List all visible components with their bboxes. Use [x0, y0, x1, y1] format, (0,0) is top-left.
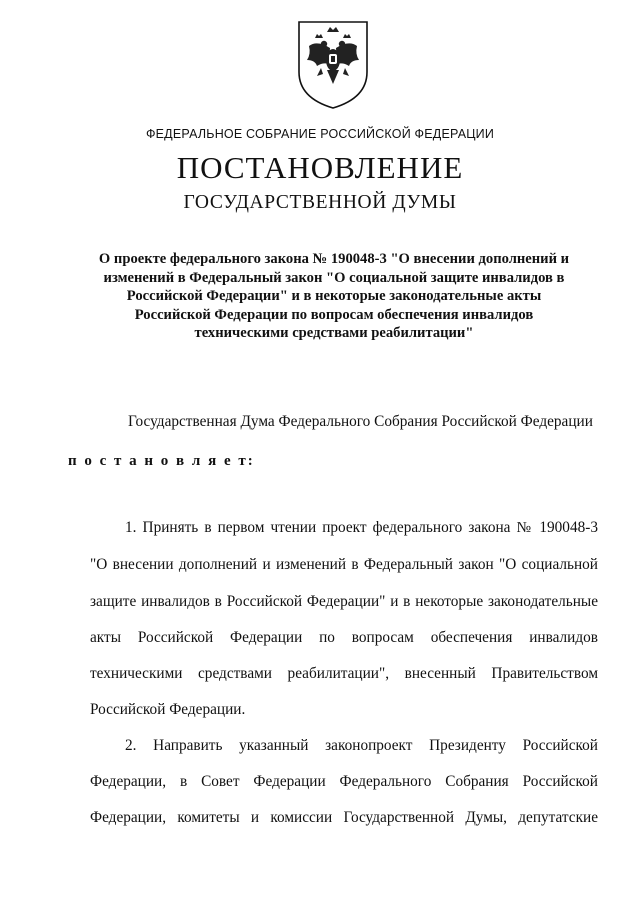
item1-line: акты Российской Федерации по вопросам обеспечения инвалидов: [90, 629, 598, 646]
item1-line: 1. Принять в первом чтении проект федерального закона № 190048-3: [125, 519, 598, 536]
decides-text: п о с т а н о в л я е т:: [68, 453, 255, 469]
preamble-text: Государственная Дума Федерального Собрания Российской Федерации: [128, 413, 593, 430]
item2-line: Федерации, в Совет Федерации Федерального Собрания Российской: [90, 773, 598, 790]
document-title: ПОСТАНОВЛЕНИЕ: [176, 150, 464, 185]
item2-line: 2. Направить указанный законопроект Президенту Российской: [125, 737, 598, 754]
heading-line: Российской Федерации по вопросам обеспечения инвалидов: [134, 306, 534, 323]
coat-of-arms-emblem: [297, 20, 369, 110]
federal-assembly-header: ФЕДЕРАЛЬНОЕ СОБРАНИЕ РОССИЙСКОЙ ФЕДЕРАЦИИ: [145, 127, 495, 141]
resolution-heading: [84, 250, 584, 343]
document-subtitle: ГОСУДАРСТВЕННОЙ ДУМЫ: [183, 192, 457, 213]
heading-line: изменений в Федеральный закон "О социальной защите инвалидов в: [103, 269, 565, 286]
heading-line: Российской Федерации" и в некоторые законодательные акты: [126, 288, 542, 304]
item2-line: Федерации, комитеты и комиссии Государственной Думы, депутатские: [90, 809, 598, 826]
item1-line: Российской Федерации.: [90, 701, 246, 718]
item1-line: защите инвалидов в Российской Федерации" и в некоторые законодательные: [90, 593, 598, 610]
item1-line: "О внесении дополнений и изменений в Федеральный закон "О социальной: [90, 556, 598, 573]
item1-line: техническими средствами реабилитации", внесенный Правительством: [90, 665, 598, 682]
heading-line: техническими средствами реабилитации": [194, 325, 474, 341]
heading-line: О проекте федерального закона № 190048-3 "О внесении дополнений и: [98, 251, 570, 267]
